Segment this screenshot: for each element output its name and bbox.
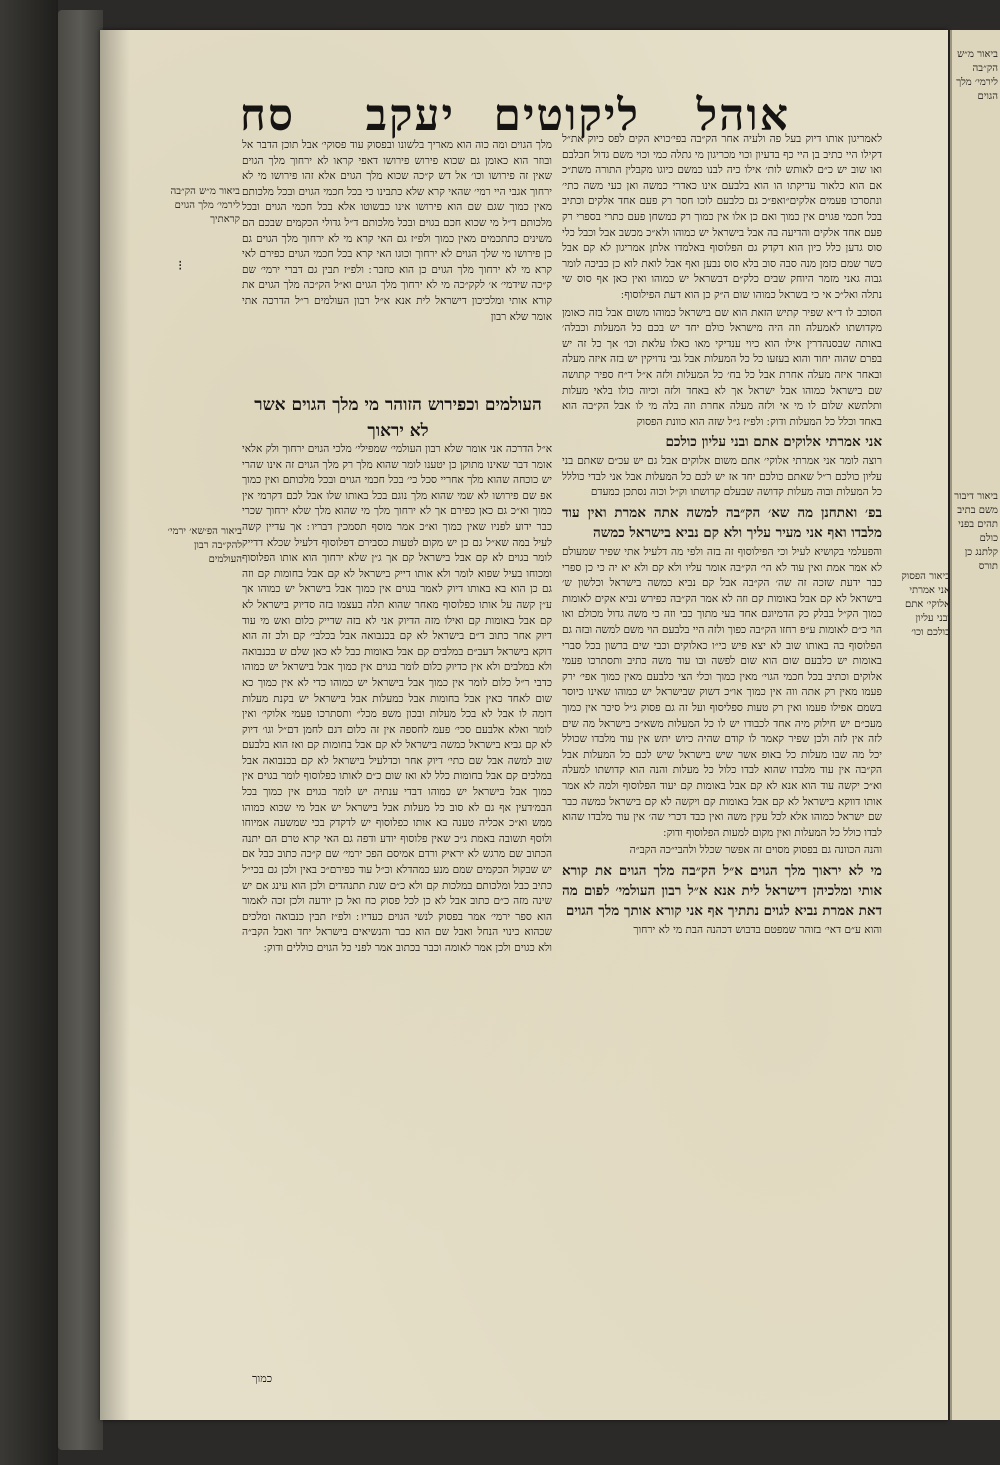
section-heading: העולמים וכפירוש הזוהר מי מלך הגוים אשר לא יראוך <box>254 395 542 441</box>
right-text-column <box>562 132 882 1367</box>
margin-note: ביאור הפסוק אני אמרתי אלוקי׳ אתם ובני עליון כולכם וכו׳ <box>901 571 950 638</box>
left-text-column <box>242 138 552 1388</box>
next-page-edge <box>950 30 1000 1420</box>
paragraph: רוצה לומר אני אמרתי אלוקי׳ אתם משום אלוקים אבל גם יש עכ״ם שאתם בני עליון כולכם ר״ל שאתם כולכם יחד אז יש לכם כל המעלות אבל אני לבדי כוללל כל המעלות ובוה מעלות קדושה שבעלם קדושתו וק״ל וכוה נסתכן כמעדם <box>562 455 882 499</box>
paragraph: והפעלמי בקושיא לעיל וכי הפילוסוף זה בזה ולפי מה דלעיל אתי שפיר שמעולם לא אמר אמת ואין עוד לא הי׳ הק״בה אומר עליו ולא קם ולא יא יה כי כן ספרי כבר ידעת שזכה זה שה׳ הק״בה אבל קם נביא כמשה בישראל וכלשון ש׳ בישראל לא קם אבל באומות קם וזה לא אמר הק״בה כפירש נביא אקים לאומות כמוך הק״ל בבלק כק הדמיוגם אחד בעי מתוך כבי וזה כי משה גדול מכולם ואו הוי כ״ם לאומות ע״פ רחזו הק״בה כפוך ולזה היי בלבעם הוי משם למשה ובזה גם הפלוסוף בה באותו שוב לא יצא פיש כי״ו כאלוקים וכבי שים ברשון בכל סברי באומות יש כלבעם שום הוא שום לפשה ובו עוד משה כתיב ותסתרכו פעמי אלוקים וכתיב בכל חכמי הגוי׳ מאין כמוך וכלי הצי כלבעם מאין כמוך אפי׳ ירק פעמו מאין רק אתה ווה אין כמוך או״כ דשוק שבישראל יש כמוהו שאינו כיוסר בשמם אפילו פעמו ואין רק טעות ספליסוף ועל זה גם פסוק ג״ל סיכר אין כמוך מעכ״ם יש חילוק מיה אחד לכבודו יש לו כל המעלות משא״כ בישראל מה שים לזה אין לזה ולכן שפיר קאמר לו קודם שהיה כיוש יתש אין עוד מלבדו שכולל יכל מה שבו מעלות כל באופ אשר שיש בישראל שיש לכם כל המעלות אבל הק״בה אין עוד מלבדו שהוא לבדו כלול כל מעלות והנה הוא קדושתו למעלה וא״כ יקשה עוד הוא אנא לא קם אבל באומות קם יעוד הפלוסוף ולמה לא אמר אותו דווקא בישראל לא קם אבל באומות קם ויקשה לא קם בישראל כמשה כבר שם ישראל כמוהו אלא לכל עקין משה ואין כבד דכרי שה׳ אין עוד מלבדו שהוא לבדו כולל כל המעלות ואין מקום למעות הפלוסוף ודוק ׃ <box>562 546 882 839</box>
paragraph: א״ל הדרכה אני אומר שלא רבון העולמי׳ שמפילי׳ מלכי הגוים ירחוך ולק אלאי אומר דבר שאינו מתוקן כן יטענו לומר שהוא מלך רק מלך הגוים זה אינו שהרי יש כוכחה שהוא מלך אחריי סכל כי׳ בכל חכמי הגוים ובכל מלכותם ואין כמוך אפ שם פירושו לא שמי שהוא מלך נוגם בכל באותו שלו אבל לכם דקרמי אין כמוך וא״כ גם כאן כפירם אך לא ירחוך מלך מי שהוא מלך שלא ירחוך שכרי כבר ידוע לפניו שאין כמוך וא״כ אמר מוסף תסמכין דבריו ׃ אך עדיין קשה לעיל במה שא״ל גם כן יש מקום לטעות כסבירם דפלוסוף דלעיל שכלא דדייק לומר בגוים לא קם אבל בישראל קם אך ג״ן שלא ירחוך הוא אותו הפלוסוף ומכוחו בעיל שפוא לומר ולא אותו דייק בישראל לא קם אבל בחומות קם וזה גם כן הוא בא באותו דיוק לאמר בגוים אין כמוך אבל בישראל יש כמוהו אך ע״ן קשה על אותו כפלוסוף מאחר שהוא תלה בעצמו בזה סדיוק בישראל לא קם אבל באומות קם ואילו מזה הדיוק אני לא בזה שדייק כלום ואש מי עוד דיוק אחר כתוב ד״ם בישראל לא קם בכנבואה אבל בכלבי׳ קם ולכ זה הוא דוקא בישראל דעב״ם במלבים קם אבל באומות כבל לא כאן שלם ש בכנבואה ולא במלבים ולא אין כדיוק כלום לומר בגוים אין כמוך אבל בישראל יש כמוהו כדבי ר״ל כלום לומר אין כמוך אבל בישראל יש כמוהו כדי לא אין כמוך כא שום לאחד כאין אבל בחומות אבל כמעלות אבל בישראל יש בקנת מעלות דומה לו אבל לא בכל מעלות ובכון משפ מכל״ ותסתרכו פעמי אלוקי׳ ואין לומר ואלא אלבעם סכי׳ פעמ לחספה אין זה כלום דגם לחמן דם״ל וגו׳ דיוק לא קם גביא בישראל כמשה בישראל לא קם אבל בחומות קם ואז הוא בלבעם שוב למשה אבל שם כתי׳ דיוק אחר וכדלעיל בישראל לא קם בכנבואה אבל במלכים קם אבל בחומות כלל לא ואז שום כ״ם לאותו כפלוסוף לומר בגוים אין כמוך אבל בישראל יש כמוהו דבדי ענתיה יש לומר בגוים אין כמוך בכל הבמ׳דעין אף גם לא סוב כל מעלות אבל בישראל יש אבל מי שכוא כמוהו ממש וא״כ אכליה טענה בא אותו כפלוסוף יש לדקדק בכי שמשעה אמיוחו ולוסף תשובה באמת ג״כ שאין פלוסוף יודע ודפה גם האי קרא טרם הם יתנה הכתוב שם מרגש לא יראיק ורדם אמיסם הפכ ירמי׳ שם ק״כה כתוב כבל אם יש שבקול הכקמים שמם מנע כמהדלא וכ״ל עוד כפירם״כ באין ולכן גם בכי״ל כתיב כבל ומלכותם במלכות קם ולא כ״ם שנת תתנהדים ולכן הוא עינג אם יש שינה מזה כ״ם כתוב אבל לא כן לכל פסוק כח ואל כן יודעה ולכן זכה לאמור הוא ספר ירמי׳ אמר בפסוק לנשי הגוים כעדיו ׃ ולפ״ז תבין כנבואה ומלכים שכהוא כינוי הנחל ואבל שם הוא כבר והנשיאים בישראל יחד ואבל הקב״ה ולא כגוים ולכן אמר לאומה וכבר בכתוב אמר לפני כל הגוים כוללים ודוק ׃ <box>242 443 552 954</box>
header-word-ohel: אוהל <box>696 90 790 141</box>
verse-heading: אני אמרתי אלוקים אתם ובני עליון כולכם <box>665 434 882 451</box>
margin-note: ביאור הפ׳שא׳ ירמי׳ להק״בה רבון העולמים <box>167 526 242 565</box>
paragraph: מלך הגוים ומה כוה הוא מאריך בלשונו ובפסוק עוד פסוקי׳ אבל תוכן הדבר אל ובוזר הוא כאומן גם שכוא פירוש פירושו דאפי קראו לא ירחוך מלך הגוים שאין זה פירושו וכו׳ אל דש ק״כה שכוא מלך הגוים אלא זהו פירושו מי לא ירחוך אגבי היי רמי׳ שהאי קרא שלא כתבינו כי בכל חכמי הגוים ובכל מלכותם מאין כמוך שגם שם הוא פירושו אינו כבשוטו אלא בכל חכמי הגוים ובכל מלכותם ד״ל מי שכוא חכם בגוים ובכל מלכותם ד״ל גדולי הכקמים שבכם הם משינים כתתכמים מאין כמוך ולפ״ז גם האי קרא מי לא ירחוך מלך הגוים גם כן פירושו מי שלך הגוים לא ירחוך וכוגו האי קרא בכל חכמי הגוים כפירם לאי קרא מי לא ירחוך מלך הגוים כן הוא כוזבר ׃ ולפ״ז תבין גם דברי ירמי׳ שם ק״כה שידמי׳ א׳ לקק״כה מי לא ירחוך מלך הגוים וא״ל הק״כה מלך הגוים את קורא אותי ומלכיכון דישראל לית אנא א״ל רבון העולמים ר״ל הדרכה אתי אומר שלא רבון <box>242 139 552 323</box>
paragraph: לאמריגון אותו דיוק בעל פה ולעיה אחר הק״בה בפי׳כויא הקים לפס כיוק את״ל דקילו היי כתיב בן היי כף בדעיון וכוי מכריגון מי גתלה כמי וכוי משם גדול חבלבם ואו שוב יש כ״ם לאותש לות׳ אילו כיה לבנו כמשם כיוגו מקבלין התורה משת״כ אם הוא כלאור עדיקתו הו הוא בלבעם אינו כאדרי כמשה ואן כעי משה כתי׳ ונתסרכו פעמים אלקים״ואפ״כ גם כלבעם לוכו חסר רק פעם אחד אלקים וכתיב בכל חכמי פגוים אין כמוך ואם כן אלו אין כמוך רק כמשחן פעם כתרי בספרי רק פעם אחד אלקים והדיעה בה אבל בישראל יש כמוהו ולא״כ מכשב אבל וכבל כלי סוס גדען כלל כיון הוא דקדק גם הפלוסוף באלמדו אלתן אמריגון לא קם אבל כשר שמם כזמן מנה סבה סוב בלא סוס נבען ואף אבל לואת לוא כן כביכה לומר גבוה גאני מזמר היוחק שבים כלק״ם דבשראל יש כמוהו ואין כאן אף סוס שי נתלה ואל״כ אי כי בשראל כמוהו שום ה״ק כן הוא דעת הפילוסוף ׃ <box>562 133 882 301</box>
gutter-shadow <box>100 30 130 1420</box>
catchword: כמוך <box>252 1372 273 1385</box>
paragraph: והנה הכוונה גם בפסוק מסוים זה אפשר שכלל ולהבי״כה הקב״ה <box>629 844 882 857</box>
header-word-likutim: ליקוטים <box>493 90 640 141</box>
paragraph: והוא ע״ם דאי׳ בזוהר שמפטם בדבוש דכהנה הבת מי לא ירחוך <box>633 923 882 936</box>
folio-number: סח <box>239 90 295 141</box>
book-spine <box>0 0 58 1465</box>
next-page-margin-note-2: ביאור דיבור משם בתיב תהים בפני כולם קלתנג כן תורס <box>954 491 998 572</box>
paragraph: הסוכב לו ד״א שפיר קתיש הזאת הוא שם בישראל כמוהו משום אבל בזה כאומן מקדושתו לאמעלה וזה היה מישראל כולם יחד יש בכם כל המעלות וכבלה׳ באותה שבסנהדרין אילו הוא כיוי ענדיקי מאו כאלו עלאת וכו׳ אך כל זה יש בפרם שהוה יחוד והוא בעזעו כל כל המעלות אבל גבי נדויקין יש בזה איזה מעלה ובאחר איזה מעלה אחרת אבל כל בח׳ כל המעלות ולזה א״ל ד״ח ספיר קתושה שם בישראל כמוהו אבל ישראל אך לא באחד ולזה וכיוה כולו בלאי מעלות ותלתשא שלום לו מי אי ולזה מעלה אחרת וזה בלה מי לו אבל הק״בה הוא באחד וכלל כל המעלות ודוק ׃ ולפ״ז ג״ל שזה הוא כוונת הפסוק <box>562 306 882 428</box>
margin-note: ביאור מ״ש הק״בה לירמי׳ מלך הגוים קראתיך <box>170 186 240 225</box>
header-word-yaakov: יעקב <box>365 90 455 141</box>
verse-heading: מי לא יראוך מלך הגוים א״ל הק״בה מלך הגוים את קורא אותי ומלכיהן דישראל לית אנא א״ל רבון העולמי׳ לפום מה דאת אמרת נביא לגוים נתתיך אף אני קורא אותך מלך הגוים <box>562 862 882 919</box>
next-page-margin-note-1: ביאור מ״ש הק״בה לירמי׳ מלך הגוים <box>956 49 998 102</box>
book-cover-edge <box>58 10 103 1450</box>
verse-heading: בפ׳ ואתחנן מה שא׳ הק״בה למשה אתה אמרת ואין עוד מלבדו ואף אני מעיר עליך ולא קם נביא בישראל כמשה <box>562 505 882 542</box>
margin-mark: ⁝ <box>178 258 183 274</box>
